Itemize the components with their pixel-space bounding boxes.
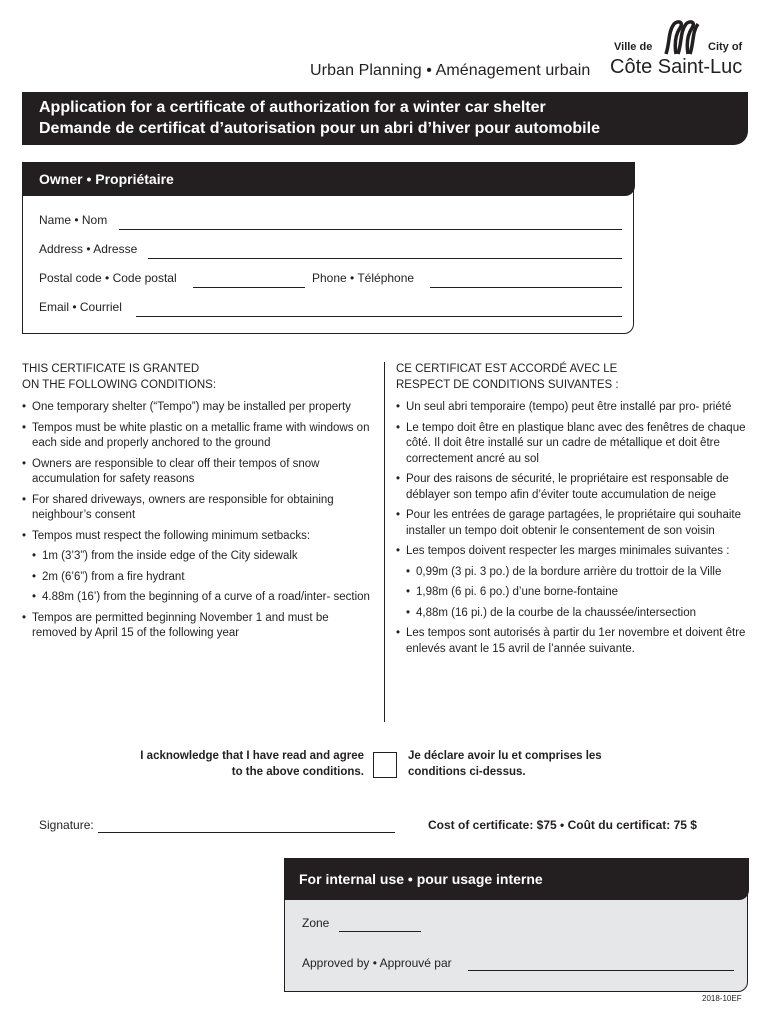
- condition-item: • Tempos must be white plastic on a metallic frame with windows on each side and properly anchored to the ground: [22, 421, 370, 449]
- condition-subitem: • 4.88m (16’) from the beginning of a curve of a road/inter- section: [32, 591, 370, 603]
- logo-swirl-icon: [660, 20, 704, 56]
- city-logo: [608, 20, 753, 82]
- condition-item: • For shared driveways, owners are responsible for obtaining neighbour’s consent: [22, 493, 334, 521]
- condition-item: • One temporary shelter (“Tempo”) may be installed per property: [22, 401, 351, 413]
- address-field[interactable]: [148, 258, 622, 259]
- form-code: 2018-10EF: [702, 994, 742, 1003]
- approved-by-label: Approved by • Approuvé par: [302, 956, 452, 970]
- signature-field[interactable]: [98, 832, 395, 833]
- postal-code-label: Postal code • Code postal: [39, 271, 177, 285]
- postal-code-field[interactable]: [193, 287, 305, 288]
- internal-use-heading: For internal use • pour usage interne: [299, 871, 543, 887]
- conditions-en-heading: THIS CERTIFICATE IS GRANTED ON THE FOLLOWING CONDITIONS:: [22, 363, 217, 391]
- name-field[interactable]: [119, 229, 622, 230]
- condition-subitem: • 2m (6’6”) from a fire hydrant: [32, 570, 185, 583]
- condition-item: • Les tempos doivent respecter les marges minimales suivantes :: [396, 545, 730, 557]
- acknowledgement-checkbox[interactable]: [373, 752, 397, 778]
- condition-item: • Les tempos sont autorisés à partir du 1er novembre et doivent être enlevés avant le 15 avril de l’année suivante.: [396, 627, 746, 655]
- approved-by-field[interactable]: [468, 970, 734, 971]
- department-title: Urban Planning • Aménagement urbain: [310, 62, 591, 79]
- phone-field[interactable]: [430, 287, 622, 288]
- condition-item: • Le tempo doit être en plastique blanc avec des fenêtres de chaque côté. Il doit être installé sur un cadre de métallique et doit être correctement ancré au sol: [396, 421, 746, 465]
- condition-subitem: • 1m (3’3”) from the inside edge of the City sidewalk: [32, 550, 298, 562]
- form-title-bar: [22, 92, 748, 145]
- form-title-en: Application for a certificate of authorization for a winter car shelter: [39, 99, 546, 116]
- email-field[interactable]: [136, 316, 622, 317]
- condition-item: • Pour des raisons de sécurité, le propriétaire est responsable de déblayer son tempo afin d’éviter toute accumulation de neige: [396, 473, 729, 501]
- column-divider: [384, 362, 385, 722]
- condition-subitem: • 1,98m (6 pi. 6 po.) d’une borne-fontaine: [406, 586, 619, 598]
- condition-item: • Pour les entrées de garage partagées, le propriétaire qui souhaite installer un tempo doit obtenir le consentement de son voisin: [396, 509, 741, 537]
- form-title-fr: Demande de certificat d’autorisation pour un abri d’hiver pour automobile: [39, 120, 600, 137]
- acknowledgement-fr: Je déclare avoir lu et comprises les conditions ci-dessus.: [408, 750, 602, 778]
- condition-item: • Un seul abri temporaire (tempo) peut être installé par pro- priété: [396, 401, 732, 413]
- conditions-en: [22, 362, 372, 647]
- certificate-cost: Cost of certificate: $75 • Coût du certificat: 75 $: [428, 818, 697, 832]
- conditions-fr-heading: CE CERTIFICAT EST ACCORDÉ AVEC LE RESPECT DE CONDITIONS SUIVANTES :: [396, 363, 619, 391]
- conditions-fr: [396, 362, 748, 662]
- logo-name: Côte Saint-Luc: [610, 56, 743, 78]
- condition-item: • Owners are responsible to clear off their tempos of snow accumulation for safety reasons: [22, 457, 320, 485]
- logo-city-of: City of: [708, 41, 743, 53]
- condition-item: • Tempos must respect the following minimum setbacks:: [22, 529, 311, 542]
- phone-label: Phone • Téléphone: [312, 271, 415, 285]
- zone-label: Zone: [302, 916, 330, 930]
- zone-field[interactable]: [339, 931, 421, 932]
- owner-heading: Owner • Propriétaire: [39, 171, 174, 187]
- condition-item: • Tempos are permitted beginning November 1 and must be removed by April 15 of the following year: [22, 611, 329, 639]
- email-label: Email • Courriel: [39, 300, 122, 314]
- signature-label: Signature:: [39, 818, 94, 832]
- internal-use-heading-bar: [284, 858, 749, 900]
- condition-subitem: • 4,88m (16 pi.) de la courbe de la chaussée/intersection: [406, 606, 696, 619]
- owner-heading-bar: [22, 162, 635, 196]
- condition-subitem: • 0,99m (3 pi. 3 po.) de la bordure arrière du trottoir de la Ville: [406, 565, 722, 578]
- acknowledgement-en: I acknowledge that I have read and agree to the above conditions.: [140, 750, 364, 778]
- name-label: Name • Nom: [39, 213, 108, 227]
- address-label: Address • Adresse: [39, 242, 138, 256]
- logo-ville-de: Ville de: [614, 41, 653, 53]
